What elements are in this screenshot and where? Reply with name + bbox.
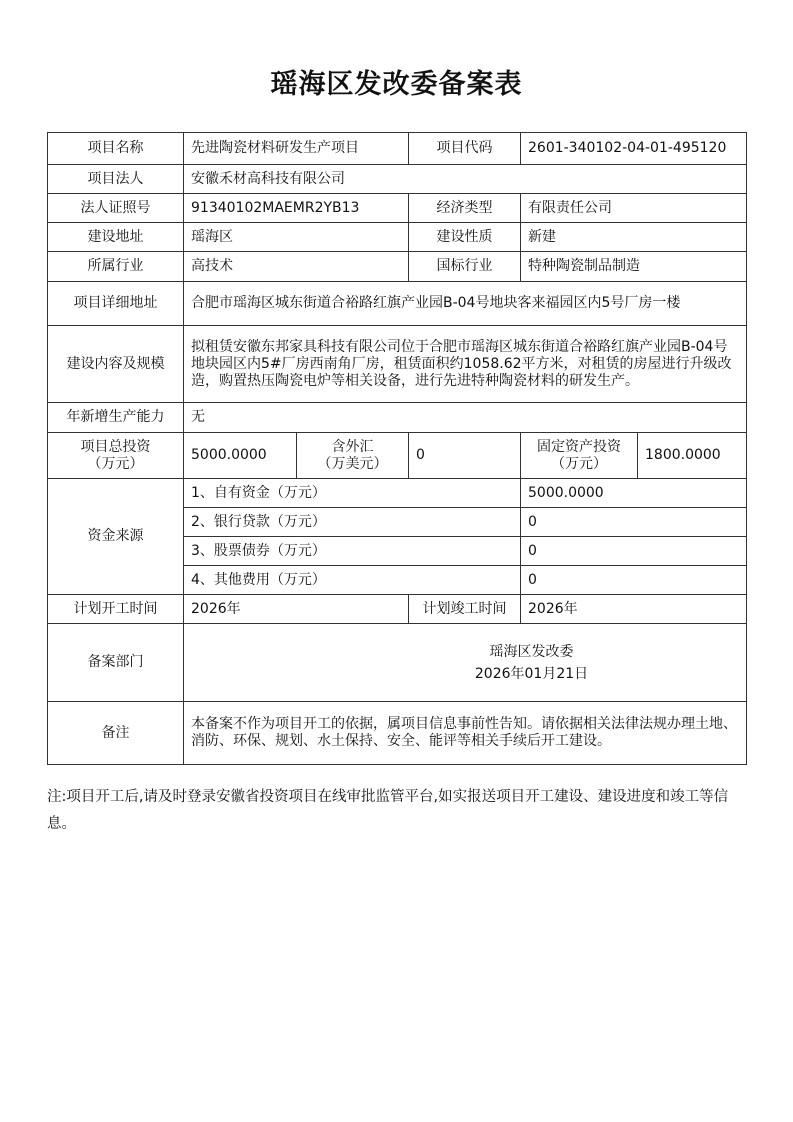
filing-table <box>47 132 747 765</box>
total-investment-value: 5000.0000 <box>184 433 297 479</box>
capacity-value: 无 <box>184 403 747 433</box>
legal-person-label: 项目法人 <box>48 165 184 194</box>
national-industry-value: 特种陶瓷制品制造 <box>521 252 747 282</box>
funding-item-value: 5000.0000 <box>521 479 747 508</box>
row-capacity <box>48 403 747 433</box>
national-industry-label: 国标行业 <box>409 252 521 282</box>
fixed-asset-label: 固定资产投资 （万元） <box>521 433 638 479</box>
funding-item-label: 3、股票债券（万元） <box>184 537 521 566</box>
total-investment-label: 项目总投资 （万元） <box>48 433 184 479</box>
remark-value: 本备案不作为项目开工的依据，属项目信息事前性告知。请依据相关法律法规办理土地、消防、环保、规划、水土保持、安全、能评等相关手续后开工建设。 <box>184 702 747 765</box>
project-name-label: 项目名称 <box>48 133 184 165</box>
legal-person-value: 安徽禾材高科技有限公司 <box>184 165 747 194</box>
project-code-value: 2601-340102-04-01-495120 <box>521 133 747 165</box>
construction-nature-value: 新建 <box>521 223 747 252</box>
filing-dept-label: 备案部门 <box>48 624 184 702</box>
license-value: 91340102MAEMR2YB13 <box>184 194 409 223</box>
funding-item-label: 4、其他费用（万元） <box>184 566 521 595</box>
filing-date: 2026年01月21日 <box>474 665 589 682</box>
economic-type-label: 经济类型 <box>409 194 521 223</box>
capacity-label: 年新增生产能力 <box>48 403 184 433</box>
start-time-label: 计划开工时间 <box>48 595 184 624</box>
funding-item-value: 0 <box>521 508 747 537</box>
scope-value: 拟租赁安徽东邦家具科技有限公司位于合肥市瑶海区城东街道合裕路红旗产业园B-04号地块园区内5#厂房西南角厂房，租赁面积约1058.62平方米，对租赁的房屋进行升级改造，购置热压陶瓷电炉等相关设备，进行先进特种陶瓷材料的研发生产。 <box>184 326 747 403</box>
funding-row <box>48 479 747 508</box>
location-label: 建设地址 <box>48 223 184 252</box>
row-investment <box>48 433 747 479</box>
detail-address-label: 项目详细地址 <box>48 282 184 326</box>
row-project-name <box>48 133 747 165</box>
project-code-label: 项目代码 <box>409 133 521 165</box>
funding-item-value: 0 <box>521 537 747 566</box>
row-industry <box>48 252 747 282</box>
funding-item-label: 2、银行贷款（万元） <box>184 508 521 537</box>
foreign-exchange-label: 含外汇 （万美元） <box>297 433 409 479</box>
filing-dept-value <box>184 624 747 702</box>
row-schedule <box>48 595 747 624</box>
completion-time-label: 计划竣工时间 <box>409 595 521 624</box>
row-location <box>48 223 747 252</box>
row-legal-person <box>48 165 747 194</box>
funding-source-label: 资金来源 <box>48 479 184 595</box>
project-name-value: 先进陶瓷材料研发生产项目 <box>184 133 409 165</box>
funding-item-value: 0 <box>521 566 747 595</box>
row-dept <box>48 624 747 702</box>
completion-time-value: 2026年 <box>521 595 747 624</box>
filing-dept-name: 瑶海区发改委 <box>489 643 574 660</box>
remark-label: 备注 <box>48 702 184 765</box>
location-value: 瑶海区 <box>184 223 409 252</box>
row-scope <box>48 326 747 403</box>
license-label: 法人证照号 <box>48 194 184 223</box>
industry-value: 高技术 <box>184 252 409 282</box>
detail-address-value: 合肥市瑶海区城东街道合裕路红旗产业园B-04号地块客来福园区内5号厂房一楼 <box>184 282 747 326</box>
fixed-asset-value: 1800.0000 <box>638 433 747 479</box>
row-license <box>48 194 747 223</box>
page-title: 瑶海区发改委备案表 <box>270 69 523 100</box>
start-time-value: 2026年 <box>184 595 409 624</box>
foreign-exchange-value: 0 <box>409 433 521 479</box>
row-detail-address <box>48 282 747 326</box>
row-remark <box>48 702 747 765</box>
scope-label: 建设内容及规模 <box>48 326 184 403</box>
footnote: 注:项目开工后,请及时登录安徽省投资项目在线审批监管平台,如实报送项目开工建设、建设进度和竣工等信息。 <box>47 789 729 832</box>
funding-item-label: 1、自有资金（万元） <box>184 479 521 508</box>
industry-label: 所属行业 <box>48 252 184 282</box>
construction-nature-label: 建设性质 <box>409 223 521 252</box>
economic-type-value: 有限责任公司 <box>521 194 747 223</box>
